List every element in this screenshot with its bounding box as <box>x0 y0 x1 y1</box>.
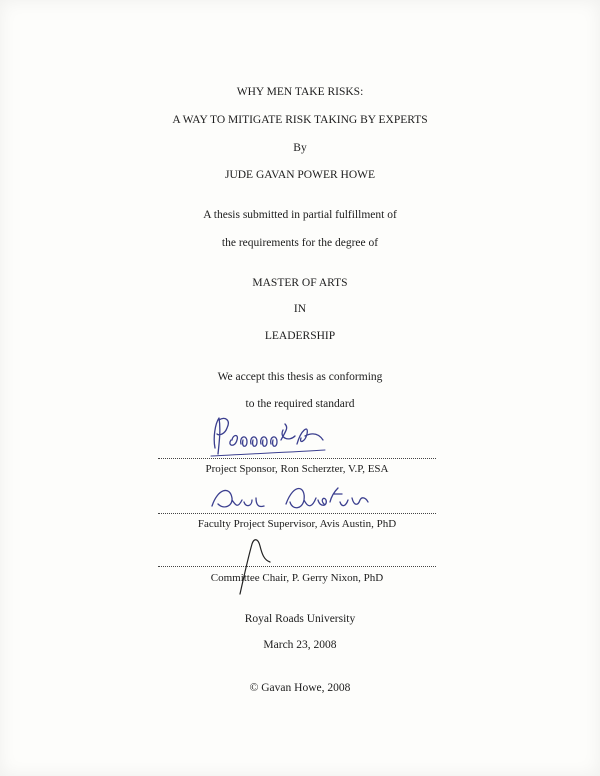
title-line-1: WHY MEN TAKE RISKS: <box>236 86 364 98</box>
field-name: LEADERSHIP <box>264 330 336 342</box>
committee-chair-signature <box>228 528 288 598</box>
accept-line-2: to the required standard <box>245 398 355 410</box>
committee-chair-caption: Committee Chair, P. Gerry Nixon, PhD <box>210 572 384 584</box>
accept-line-1: We accept this thesis as conforming <box>217 371 383 383</box>
degree-name: MASTER OF ARTS <box>252 277 348 289</box>
signature-line-3 <box>158 566 436 567</box>
copyright-notice: © Gavan Howe, 2008 <box>249 682 351 694</box>
author-name: JUDE GAVAN POWER HOWE <box>224 169 376 181</box>
by-label: By <box>293 142 307 154</box>
title-line-2: A WAY TO MITIGATE RISK TAKING BY EXPERTS <box>172 114 428 126</box>
faculty-supervisor-caption: Faculty Project Supervisor, Avis Austin, PhD <box>197 518 397 530</box>
signature-line-2 <box>158 513 436 514</box>
signature-line-1 <box>158 458 436 459</box>
faculty-supervisor-signature <box>208 480 378 520</box>
submission-line-1: A thesis submitted in partial fulfillment of <box>203 209 397 221</box>
project-sponsor-caption: Project Sponsor, Ron Scherzter, V.P, ESA <box>205 463 389 475</box>
submission-line-2: the requirements for the degree of <box>221 237 379 249</box>
submission-date: March 23, 2008 <box>263 639 337 651</box>
project-sponsor-signature <box>205 410 345 462</box>
university-name: Royal Roads University <box>244 613 356 625</box>
in-label: IN <box>293 303 307 315</box>
